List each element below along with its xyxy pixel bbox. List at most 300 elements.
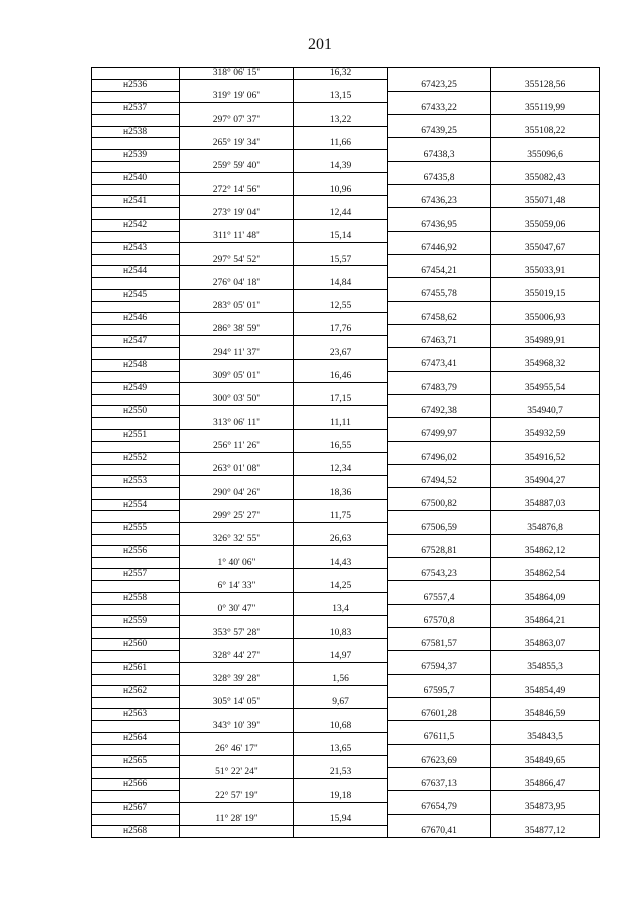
x-cell <box>388 138 491 149</box>
bearing-cell <box>180 79 294 91</box>
length-cell: 10,96 <box>294 185 388 196</box>
line-row <box>92 814 600 825</box>
y-coordinate: 355082,43 <box>491 173 600 185</box>
point-id: н2537 <box>92 103 180 115</box>
x-cell <box>388 488 491 499</box>
x-cell <box>388 511 491 522</box>
bearing-cell <box>180 569 294 581</box>
point-id: н2552 <box>92 452 180 464</box>
point-row <box>92 569 600 581</box>
y-cell <box>491 814 600 825</box>
point-cell <box>92 767 180 778</box>
length-cell <box>294 779 388 791</box>
point-id: н2557 <box>92 569 180 581</box>
bearing-cell: 286° 38' 59" <box>180 324 294 335</box>
x-coordinate: 67483,79 <box>388 382 491 394</box>
line-row <box>92 185 600 196</box>
x-coordinate: 67446,92 <box>388 243 491 255</box>
line-row <box>92 348 600 359</box>
y-coordinate: 355019,15 <box>491 289 600 301</box>
line-row <box>92 231 600 242</box>
point-cell <box>92 604 180 615</box>
point-row <box>92 382 600 394</box>
x-cell <box>388 91 491 102</box>
point-cell <box>92 441 180 452</box>
coordinates-table <box>91 67 600 838</box>
x-coordinate: 67506,59 <box>388 522 491 534</box>
length-cell <box>294 569 388 581</box>
bearing-cell: 1° 40' 06" <box>180 558 294 569</box>
point-row <box>92 592 600 604</box>
point-id: н2567 <box>92 802 180 814</box>
y-coordinate: 354904,27 <box>491 476 600 488</box>
length-cell: 12,34 <box>294 464 388 475</box>
y-cell <box>491 278 600 289</box>
length-cell: 12,55 <box>294 301 388 312</box>
bearing-cell <box>180 732 294 744</box>
x-coordinate: 67436,23 <box>388 196 491 208</box>
y-cell <box>491 231 600 242</box>
length-cell: 18,36 <box>294 488 388 499</box>
line-row <box>92 628 600 639</box>
y-coordinate: 354863,07 <box>491 639 600 651</box>
point-id: н2545 <box>92 289 180 301</box>
bearing-cell <box>180 429 294 441</box>
bearing-cell: 311° 11' 48" <box>180 231 294 242</box>
point-id: н2553 <box>92 476 180 488</box>
x-cell <box>388 814 491 825</box>
y-coordinate: 354968,32 <box>491 359 600 371</box>
point-row <box>92 546 600 558</box>
bearing-cell: 343° 10' 39" <box>180 721 294 732</box>
bearing-cell: 300° 03' 50" <box>180 394 294 405</box>
x-coordinate: 67494,52 <box>388 476 491 488</box>
length-cell <box>294 429 388 441</box>
y-coordinate: 354864,09 <box>491 592 600 604</box>
y-cell <box>491 115 600 126</box>
line-row <box>92 558 600 569</box>
length-cell <box>294 149 388 161</box>
x-cell <box>388 115 491 126</box>
bearing-cell: 318° 06' 15" <box>180 68 294 80</box>
point-cell <box>92 394 180 405</box>
line-row <box>92 581 600 592</box>
bearing-cell <box>180 126 294 138</box>
y-coordinate: 354855,3 <box>491 662 600 674</box>
length-cell: 16,55 <box>294 441 388 452</box>
length-cell <box>294 476 388 488</box>
bearing-cell <box>180 802 294 814</box>
bearing-cell <box>180 313 294 325</box>
point-cell <box>92 91 180 102</box>
x-coordinate: 67570,8 <box>388 616 491 628</box>
point-row <box>92 452 600 464</box>
bearing-cell <box>180 476 294 488</box>
length-cell <box>294 219 388 231</box>
x-cell <box>388 604 491 615</box>
point-row <box>92 313 600 325</box>
point-id: н2554 <box>92 499 180 511</box>
bearing-cell <box>180 522 294 534</box>
bearing-cell: 273° 19' 04" <box>180 208 294 219</box>
line-row <box>92 371 600 382</box>
x-coordinate: 67436,95 <box>388 219 491 231</box>
y-coordinate: 354862,12 <box>491 546 600 558</box>
length-cell: 10,83 <box>294 628 388 639</box>
bearing-cell <box>180 406 294 418</box>
length-cell <box>294 313 388 325</box>
point-cell <box>92 138 180 149</box>
x-cell <box>388 628 491 639</box>
y-cell <box>491 511 600 522</box>
point-cell <box>92 488 180 499</box>
y-coordinate: 354846,59 <box>491 709 600 721</box>
point-row <box>92 149 600 161</box>
length-cell <box>294 266 388 278</box>
line-row <box>92 767 600 778</box>
length-cell: 1,56 <box>294 674 388 685</box>
line-row <box>92 255 600 266</box>
x-cell <box>388 581 491 592</box>
point-cell <box>92 185 180 196</box>
length-cell <box>294 173 388 185</box>
point-id: н2548 <box>92 359 180 371</box>
bearing-cell <box>180 266 294 278</box>
point-cell <box>92 464 180 475</box>
bearing-cell <box>180 243 294 255</box>
x-coordinate: 67496,02 <box>388 452 491 464</box>
point-id: н2546 <box>92 313 180 325</box>
point-row <box>92 755 600 767</box>
y-cell <box>491 721 600 732</box>
length-cell: 21,53 <box>294 767 388 778</box>
length-cell <box>294 755 388 767</box>
bearing-cell <box>180 616 294 628</box>
x-cell <box>388 674 491 685</box>
point-cell <box>92 697 180 708</box>
point-id: н2536 <box>92 79 180 91</box>
bearing-cell: 11° 28' 19" <box>180 814 294 825</box>
y-cell <box>491 68 600 80</box>
y-coordinate: 355071,48 <box>491 196 600 208</box>
point-row <box>92 802 600 814</box>
bearing-cell <box>180 149 294 161</box>
bearing-cell <box>180 709 294 721</box>
y-cell <box>491 534 600 545</box>
y-coordinate: 354955,54 <box>491 382 600 394</box>
length-cell: 13,15 <box>294 91 388 102</box>
length-cell: 12,44 <box>294 208 388 219</box>
y-cell <box>491 418 600 429</box>
y-cell <box>491 441 600 452</box>
bearing-cell: 290° 04' 26" <box>180 488 294 499</box>
bearing-cell <box>180 336 294 348</box>
x-coordinate: 67455,78 <box>388 289 491 301</box>
point-id: н2541 <box>92 196 180 208</box>
point-cell <box>92 324 180 335</box>
y-coordinate: 354854,49 <box>491 686 600 698</box>
bearing-cell <box>180 452 294 464</box>
length-cell <box>294 522 388 534</box>
y-coordinate: 355033,91 <box>491 266 600 278</box>
y-coordinate: 355047,67 <box>491 243 600 255</box>
length-cell: 19,18 <box>294 791 388 802</box>
y-coordinate: 354887,03 <box>491 499 600 511</box>
x-coordinate: 67492,38 <box>388 406 491 418</box>
line-row <box>92 604 600 615</box>
point-id: н2558 <box>92 592 180 604</box>
length-cell <box>294 825 388 837</box>
line-row <box>92 68 600 80</box>
page-number: 201 <box>308 36 332 53</box>
x-coordinate: 67595,7 <box>388 686 491 698</box>
length-cell <box>294 802 388 814</box>
point-id: н2555 <box>92 522 180 534</box>
y-coordinate: 354916,52 <box>491 452 600 464</box>
y-cell <box>491 604 600 615</box>
bearing-cell <box>180 825 294 837</box>
point-id: н2561 <box>92 662 180 674</box>
x-coordinate: 67543,23 <box>388 569 491 581</box>
point-id: н2544 <box>92 266 180 278</box>
length-cell: 16,46 <box>294 371 388 382</box>
bearing-cell: 305° 14' 05" <box>180 697 294 708</box>
y-coordinate: 355119,99 <box>491 103 600 115</box>
bearing-cell <box>180 499 294 511</box>
length-cell <box>294 546 388 558</box>
line-row <box>92 91 600 102</box>
x-coordinate: 67423,25 <box>388 79 491 91</box>
point-row <box>92 173 600 185</box>
bearing-cell <box>180 686 294 698</box>
y-coordinate: 355128,56 <box>491 79 600 91</box>
y-cell <box>491 208 600 219</box>
y-cell <box>491 697 600 708</box>
length-cell: 13,4 <box>294 604 388 615</box>
line-row <box>92 161 600 172</box>
bearing-cell: 328° 39' 28" <box>180 674 294 685</box>
bearing-cell: 276° 04' 18" <box>180 278 294 289</box>
point-row <box>92 709 600 721</box>
length-cell: 14,25 <box>294 581 388 592</box>
line-row <box>92 744 600 755</box>
x-cell <box>388 767 491 778</box>
y-cell <box>491 301 600 312</box>
point-id: н2540 <box>92 173 180 185</box>
point-cell <box>92 558 180 569</box>
point-id: н2559 <box>92 616 180 628</box>
point-row <box>92 103 600 115</box>
line-row <box>92 488 600 499</box>
point-row <box>92 243 600 255</box>
point-row <box>92 522 600 534</box>
x-cell <box>388 721 491 732</box>
y-cell <box>491 348 600 359</box>
point-id: н2538 <box>92 126 180 138</box>
point-id: н2550 <box>92 406 180 418</box>
bearing-cell: 297° 54' 52" <box>180 255 294 266</box>
length-cell: 11,11 <box>294 418 388 429</box>
length-cell: 13,22 <box>294 115 388 126</box>
length-cell: 14,84 <box>294 278 388 289</box>
length-cell: 26,63 <box>294 534 388 545</box>
y-coordinate: 354862,54 <box>491 569 600 581</box>
x-coordinate: 67454,21 <box>388 266 491 278</box>
point-cell <box>92 534 180 545</box>
y-cell <box>491 161 600 172</box>
point-id: н2549 <box>92 382 180 394</box>
point-row <box>92 499 600 511</box>
x-cell <box>388 558 491 569</box>
point-row <box>92 616 600 628</box>
x-coordinate: 67499,97 <box>388 429 491 441</box>
line-row <box>92 441 600 452</box>
x-coordinate: 67439,25 <box>388 126 491 138</box>
y-coordinate: 355108,22 <box>491 126 600 138</box>
length-cell <box>294 336 388 348</box>
bearing-cell <box>180 173 294 185</box>
point-cell <box>92 161 180 172</box>
x-cell <box>388 348 491 359</box>
bearing-cell <box>180 103 294 115</box>
x-cell <box>388 418 491 429</box>
point-id: н2568 <box>92 825 180 837</box>
bearing-cell <box>180 382 294 394</box>
length-cell <box>294 616 388 628</box>
y-coordinate: 354877,12 <box>491 825 600 837</box>
length-cell <box>294 732 388 744</box>
bearing-cell: 265° 19' 34" <box>180 138 294 149</box>
length-cell: 17,15 <box>294 394 388 405</box>
line-row <box>92 138 600 149</box>
y-coordinate: 354849,65 <box>491 755 600 767</box>
y-coordinate: 354989,91 <box>491 336 600 348</box>
line-row <box>92 208 600 219</box>
point-row <box>92 686 600 698</box>
length-cell <box>294 499 388 511</box>
point-cell <box>92 418 180 429</box>
y-coordinate: 354876,8 <box>491 522 600 534</box>
x-coordinate: 67463,71 <box>388 336 491 348</box>
bearing-cell <box>180 662 294 674</box>
bearing-cell: 272° 14' 56" <box>180 185 294 196</box>
bearing-cell: 6° 14' 33" <box>180 581 294 592</box>
length-cell: 14,39 <box>294 161 388 172</box>
x-coordinate: 67594,37 <box>388 662 491 674</box>
bearing-cell: 263° 01' 08" <box>180 464 294 475</box>
x-coordinate: 67458,62 <box>388 313 491 325</box>
x-cell <box>388 301 491 312</box>
y-cell <box>491 581 600 592</box>
point-cell <box>92 511 180 522</box>
bearing-cell <box>180 219 294 231</box>
x-cell <box>388 278 491 289</box>
line-row <box>92 394 600 405</box>
y-cell <box>491 628 600 639</box>
x-coordinate: 67623,69 <box>388 755 491 767</box>
y-cell <box>491 464 600 475</box>
point-row <box>92 639 600 651</box>
point-id: н2547 <box>92 336 180 348</box>
length-cell: 13,65 <box>294 744 388 755</box>
length-cell <box>294 452 388 464</box>
y-cell <box>491 674 600 685</box>
point-row <box>92 219 600 231</box>
bearing-cell: 319° 19' 06" <box>180 91 294 102</box>
point-cell <box>92 278 180 289</box>
line-row <box>92 301 600 312</box>
point-row <box>92 779 600 791</box>
bearing-cell <box>180 755 294 767</box>
bearing-cell: 297° 07' 37" <box>180 115 294 126</box>
point-row <box>92 266 600 278</box>
point-id: н2565 <box>92 755 180 767</box>
length-cell: 10,68 <box>294 721 388 732</box>
x-coordinate: 67473,41 <box>388 359 491 371</box>
point-cell <box>92 674 180 685</box>
length-cell <box>294 382 388 394</box>
bearing-cell: 26° 46' 17" <box>180 744 294 755</box>
point-row <box>92 336 600 348</box>
bearing-cell <box>180 546 294 558</box>
length-cell: 9,67 <box>294 697 388 708</box>
length-cell: 14,43 <box>294 558 388 569</box>
line-row <box>92 324 600 335</box>
bearing-cell: 313° 06' 11" <box>180 418 294 429</box>
point-id: н2543 <box>92 243 180 255</box>
length-cell <box>294 103 388 115</box>
bearing-cell: 283° 05' 01" <box>180 301 294 312</box>
length-cell: 23,67 <box>294 348 388 359</box>
y-coordinate: 355006,93 <box>491 313 600 325</box>
bearing-cell: 22° 57' 19" <box>180 791 294 802</box>
point-row <box>92 359 600 371</box>
line-row <box>92 511 600 522</box>
x-coordinate: 67528,81 <box>388 546 491 558</box>
point-cell <box>92 371 180 382</box>
length-cell: 17,76 <box>294 324 388 335</box>
point-cell <box>92 301 180 312</box>
point-cell <box>92 581 180 592</box>
y-coordinate: 354864,21 <box>491 616 600 628</box>
length-cell: 15,57 <box>294 255 388 266</box>
length-cell: 15,94 <box>294 814 388 825</box>
y-coordinate: 354932,59 <box>491 429 600 441</box>
point-row <box>92 662 600 674</box>
point-row <box>92 732 600 744</box>
point-cell <box>92 791 180 802</box>
y-coordinate: 354940,7 <box>491 406 600 418</box>
bearing-cell: 328° 44' 27" <box>180 651 294 662</box>
point-id: н2556 <box>92 546 180 558</box>
y-cell <box>491 371 600 382</box>
x-cell <box>388 371 491 382</box>
point-cell <box>92 814 180 825</box>
y-coordinate: 355059,06 <box>491 219 600 231</box>
line-row <box>92 697 600 708</box>
point-cell <box>92 651 180 662</box>
point-id: н2566 <box>92 779 180 791</box>
bearing-cell: 259° 59' 40" <box>180 161 294 172</box>
x-cell <box>388 791 491 802</box>
x-cell <box>388 394 491 405</box>
x-coordinate: 67435,8 <box>388 173 491 185</box>
point-id: н2560 <box>92 639 180 651</box>
x-cell <box>388 464 491 475</box>
y-cell <box>491 744 600 755</box>
x-cell <box>388 324 491 335</box>
bearing-cell: 353° 57' 28" <box>180 628 294 639</box>
